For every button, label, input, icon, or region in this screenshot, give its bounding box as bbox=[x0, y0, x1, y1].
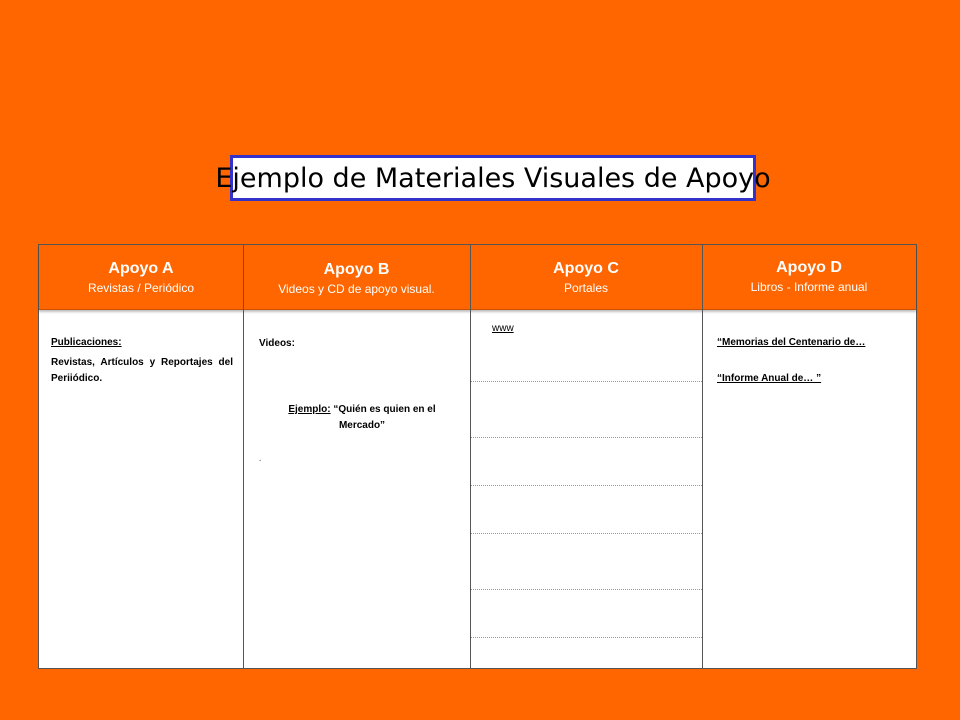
header-apoyo-a-title: Apoyo A bbox=[108, 260, 174, 277]
apoyo-b-example-label: Ejemplo: bbox=[288, 404, 331, 415]
apoyo-c-www-link[interactable]: www bbox=[492, 323, 514, 334]
header-apoyo-b-title: Apoyo B bbox=[323, 261, 390, 278]
slide-title bbox=[215, 155, 771, 201]
row-separator bbox=[471, 381, 702, 382]
header-apoyo-a bbox=[39, 245, 243, 324]
column-divider bbox=[470, 245, 471, 668]
row-separator bbox=[471, 533, 702, 534]
header-apoyo-d-subtitle: Libros - Informe anual bbox=[750, 280, 868, 294]
header-apoyo-d-title: Apoyo D bbox=[776, 259, 842, 276]
materials-table bbox=[38, 244, 917, 669]
apoyo-b-dot: . bbox=[259, 454, 262, 463]
apoyo-d-item-2: “Informe Anual de… ” bbox=[717, 373, 822, 384]
header-apoyo-c-title: Apoyo C bbox=[553, 260, 619, 277]
header-apoyo-d bbox=[702, 245, 916, 323]
column-divider bbox=[702, 245, 703, 668]
header-apoyo-c bbox=[470, 245, 702, 324]
apoyo-a-heading: Publicaciones: bbox=[51, 337, 122, 348]
apoyo-d-item-1: “Memorias del Centenario de… bbox=[717, 337, 866, 348]
slide-title-text: Ejemplo de Materiales Visuales de Apoyo bbox=[215, 162, 771, 194]
apoyo-b-heading: Videos: bbox=[259, 338, 295, 349]
header-apoyo-b-subtitle: Videos y CD de apoyo visual. bbox=[278, 282, 435, 296]
header-apoyo-b bbox=[243, 245, 470, 325]
row-separator bbox=[471, 485, 702, 486]
apoyo-b-example-text: “Quién es quien en el Mercado” bbox=[333, 404, 436, 431]
row-separator bbox=[471, 589, 702, 590]
row-separator bbox=[471, 437, 702, 438]
apoyo-a-text: Revistas, Artículos y Reportajes del Periiódico. bbox=[51, 357, 233, 384]
table-header-row bbox=[39, 245, 916, 310]
column-divider bbox=[243, 245, 244, 668]
header-apoyo-a-subtitle: Revistas / Periódico bbox=[87, 281, 195, 295]
apoyo-b-example bbox=[277, 402, 447, 434]
header-apoyo-c-subtitle: Portales bbox=[563, 281, 609, 295]
apoyo-a-content bbox=[51, 335, 233, 387]
row-separator bbox=[471, 637, 702, 638]
